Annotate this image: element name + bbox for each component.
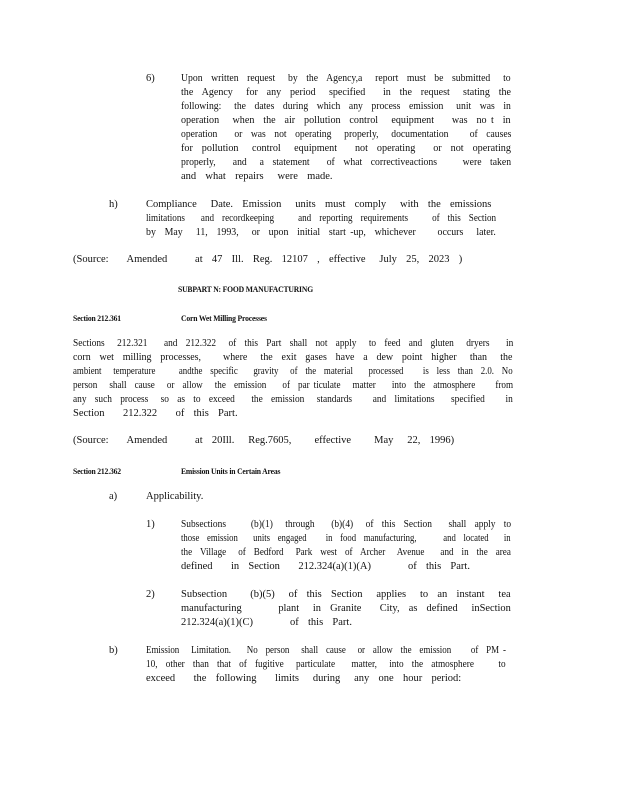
section-title: Emission Units in Certain Areas (181, 466, 281, 476)
text-line: manufacturing plant in Granite City, as defined inSection (181, 603, 511, 614)
item-6-label: 6) (146, 73, 155, 84)
text-line: Sections 212.321 and 212.322 of this Part shall not apply to feed and gluten dryers in (73, 338, 514, 349)
text-line: corn wet milling processes, where the exit gases have a dew point higher than the (73, 352, 513, 363)
text-line: person shall cause or allow the emission of par ticulate matter into the atmosphere from (73, 380, 514, 391)
text-line: defined in Section 212.324(a)(1)(A) of this Part. (181, 561, 470, 572)
item-b-label: b) (109, 645, 118, 656)
text-line: properly, and a statement of what correctiveactions were taken (181, 157, 512, 168)
source-note (73, 434, 454, 448)
item-b-text (146, 644, 506, 686)
text-line: Compliance Date. Emission units must comply with the emissions (146, 199, 492, 210)
text-line: exceed the following limits during any one hour period: (146, 673, 462, 684)
text-line: for pollution control equipment not operating or not operating (181, 143, 511, 154)
text-line: ambient temperature andthe specific gravity of the material processed is less than 2.0. No (73, 366, 513, 377)
item-a1-text (181, 518, 511, 574)
source-note (73, 253, 462, 267)
text-line: and what repairs were made. (181, 171, 333, 182)
text-line: Upon written request by the Agency,a report must be submitted to (181, 73, 511, 84)
section-361-body (73, 337, 513, 421)
text-line: operation when the air pollution control equipment was no t in (181, 115, 511, 126)
item-h-label: h) (109, 199, 118, 210)
text-line: by May 11, 1993, or upon initial start -up, whichever occurs later. (146, 227, 496, 238)
source-text: (Source: Amended at 47 Ill. Reg. 12107 , effective July 25, 2023 ) (73, 254, 463, 265)
text-line: following: the dates during which any process emission unit was in (181, 101, 511, 112)
text-line: those emission units engaged in food manufacturing, and located in (181, 533, 511, 544)
text-line: the Agency for any period specified in the request stating the (181, 87, 511, 98)
section-number: Section 212.361 (73, 313, 121, 323)
item-h-text (146, 198, 496, 240)
section-number: Section 212.362 (73, 466, 121, 476)
text-line: Subsection (b)(5) of this Section applies to an instant tea (181, 589, 511, 600)
item-a-text: Applicability. (146, 491, 204, 502)
text-line: Subsections (b)(1) through (b)(4) of this Section shall apply to (181, 519, 512, 530)
text-line: Emission Limitation. No person shall cause or allow the emission of PM - (146, 645, 507, 656)
text-line: Section 212.322 of this Part. (73, 408, 238, 419)
text-line: 10, other than that of fugitive particulate matter, into the atmosphere to (146, 659, 506, 670)
text-line: the Village of Bedford Park west of Archer Avenue and in the area (181, 547, 511, 558)
subpart-heading: SUBPART N: FOOD MANUFACTURING (178, 284, 313, 294)
item-a1-label: 1) (146, 519, 155, 530)
text-line: 212.324(a)(1)(C) of this Part. (181, 617, 352, 628)
item-6-text (181, 72, 511, 184)
item-a-label: a) (109, 491, 118, 502)
item-a2-text (181, 588, 511, 630)
text-line: any such process so as to exceed the emission standards and limitations specified in (73, 394, 513, 405)
source-text: (Source: Amended at 20Ill. Reg.7605, effective May 22, 1996) (73, 435, 455, 446)
section-title: Corn Wet Milling Processes (181, 313, 267, 323)
text-line: operation or was not operating properly, documentation of causes (181, 129, 512, 140)
item-a2-label: 2) (146, 589, 155, 600)
text-line: limitations and recordkeeping and reporting requirements of this Section (146, 213, 497, 224)
